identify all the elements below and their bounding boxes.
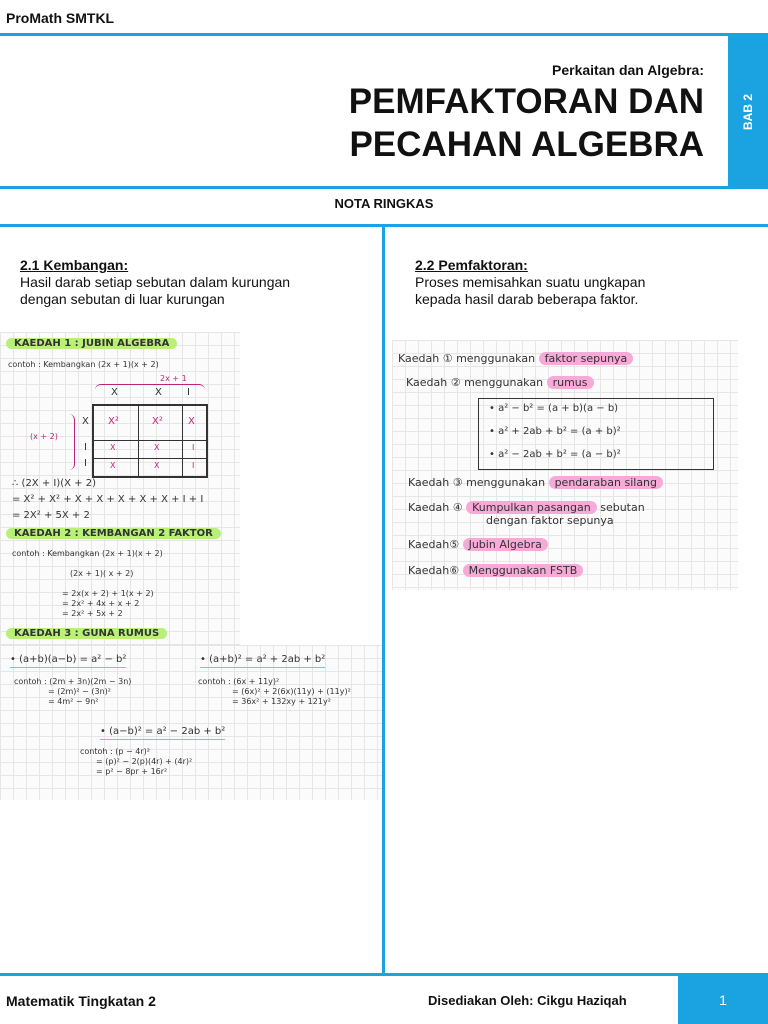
algebra-tiles [92, 404, 208, 478]
tile-col-header: X [155, 387, 162, 398]
tile-row-header: X [82, 416, 89, 427]
kaedah2-title: KAEDAH 2 : KEMBANGAN 2 FAKTOR [6, 528, 221, 539]
kaedah1-result: = 2X² + 5X + 2 [12, 510, 90, 521]
tile-row-header: I [84, 442, 87, 453]
tile-cell: I [192, 461, 195, 470]
kaedah-3-row: Kaedah ③ menggunakan pendaraban silang [408, 476, 663, 489]
footer-subject: Matematik Tingkatan 2 [6, 993, 156, 1009]
page-number: 1 [678, 975, 768, 1024]
rumus-line: • a² + 2ab + b² = (a + b)² [489, 426, 621, 437]
pemfaktoran-definition: Proses memisahkan suatu ungkapan kepada hasil darab beberapa faktor. [415, 274, 646, 307]
kaedah2-example: contoh : Kembangkan (2x + 1)(x + 2) [12, 549, 163, 558]
kaedah-6-row: Kaedah⑥ Menggunakan FSTB [408, 564, 583, 577]
tile-cell: I [192, 443, 195, 452]
tile-cell: X [154, 461, 160, 470]
kaedah-5-row: Kaedah⑤ Jubin Algebra [408, 538, 548, 551]
footer-divider [0, 973, 768, 976]
pemfaktoran-notes-image [392, 340, 738, 590]
kaedah1-result: ∴ (2X + I)(X + 2) [12, 478, 96, 489]
title-divider [0, 186, 768, 189]
example-line: = p² − 8pr + 16r² [96, 767, 168, 776]
kaedah-4-row: Kaedah ④ Kumpulkan pasangan sebutan [408, 501, 645, 514]
example-line: = (6x)² + 2(6x)(11y) + (11y)² [232, 687, 351, 696]
kaedah1-example: contoh : Kembangkan (2x + 1)(x + 2) [8, 360, 159, 369]
kaedah3-title: KAEDAH 3 : GUNA RUMUS [6, 628, 167, 639]
tile-col-header: X [111, 387, 118, 398]
tile-cell: X [188, 416, 195, 427]
side-label: (x + 2) [30, 432, 58, 441]
chapter-title-line2: PECAHAN ALGEBRA [349, 125, 704, 164]
example-line: contoh : (p − 4r)² [80, 747, 150, 756]
chapter-title [184, 80, 704, 166]
kaedah-4-continuation: dengan faktor sepunya [486, 514, 614, 527]
tile-row-header: I [84, 458, 87, 469]
kaedah2-step: = 2x(x + 2) + 1(x + 2) [62, 589, 154, 598]
chapter-subtitle: Perkaitan dan Algebra: [552, 62, 704, 78]
kembangan-heading: 2.1 Kembangan: [20, 257, 129, 273]
brand-name: ProMath SMTKL [6, 10, 115, 26]
formula-square-difference: • (a−b)² = a² − 2ab + b² [100, 726, 225, 740]
formula-square-sum: • (a+b)² = a² + 2ab + b² [200, 654, 325, 668]
kaedah2-step: = 2x² + 4x + x + 2 [62, 599, 140, 608]
example-line: contoh : (2m + 3n)(2m − 3n) [14, 677, 132, 686]
tile-cell: X [110, 461, 116, 470]
tile-cell: X² [108, 416, 119, 427]
kaedah-2-row: Kaedah ② menggunakan rumus [406, 376, 594, 389]
kaedah2-step: (2x + 1)( x + 2) [70, 569, 134, 578]
side-brace [68, 414, 75, 470]
brace-label: 2x + 1 [160, 374, 187, 383]
rumus-line: • a² − 2ab + b² = (a − b)² [489, 449, 621, 460]
footer-author: Disediakan Oleh: Cikgu Haziqah [428, 993, 627, 1008]
header-divider [0, 33, 768, 36]
pemfaktoran-heading: 2.2 Pemfaktoran: [415, 257, 528, 273]
chapter-tab-label: BAB 2 [740, 93, 755, 130]
example-line: contoh : (6x + 11y)² [198, 677, 280, 686]
tile-cell: X² [152, 416, 163, 427]
kaedah-1-row: Kaedah ① menggunakan faktor sepunya [398, 352, 633, 365]
example-line: = (p)² − 2(p)(4r) + (4r)² [96, 757, 193, 766]
tile-cell: X [154, 443, 160, 452]
example-line: = (2m)² − (3n)² [48, 687, 111, 696]
rumus-line: • a² − b² = (a + b)(a − b) [489, 403, 619, 414]
tile-cell: X [110, 443, 116, 452]
example-line: = 36x² + 132xy + 121y² [232, 697, 331, 706]
kaedah1-result: = X² + X² + X + X + X + X + X + I + I [12, 494, 204, 505]
tile-col-header: I [187, 387, 190, 398]
formula-difference-squares: • (a+b)(a−b) = a² − b² [10, 654, 126, 668]
kaedah2-step: = 2x² + 5x + 2 [62, 609, 123, 618]
rumus-notes-image [0, 645, 382, 800]
kaedah1-title: KAEDAH 1 : JUBIN ALGEBRA [6, 338, 177, 349]
chapter-title-line1: PEMFAKTORAN DAN [348, 82, 704, 121]
section-title: NOTA RINGKAS [334, 196, 434, 211]
column-divider [382, 226, 385, 974]
example-line: = 4m² − 9n² [48, 697, 99, 706]
rumus-box [478, 398, 714, 470]
kembangan-definition: Hasil darab setiap sebutan dalam kurungan dengan sebutan di luar kurungan [20, 274, 291, 307]
